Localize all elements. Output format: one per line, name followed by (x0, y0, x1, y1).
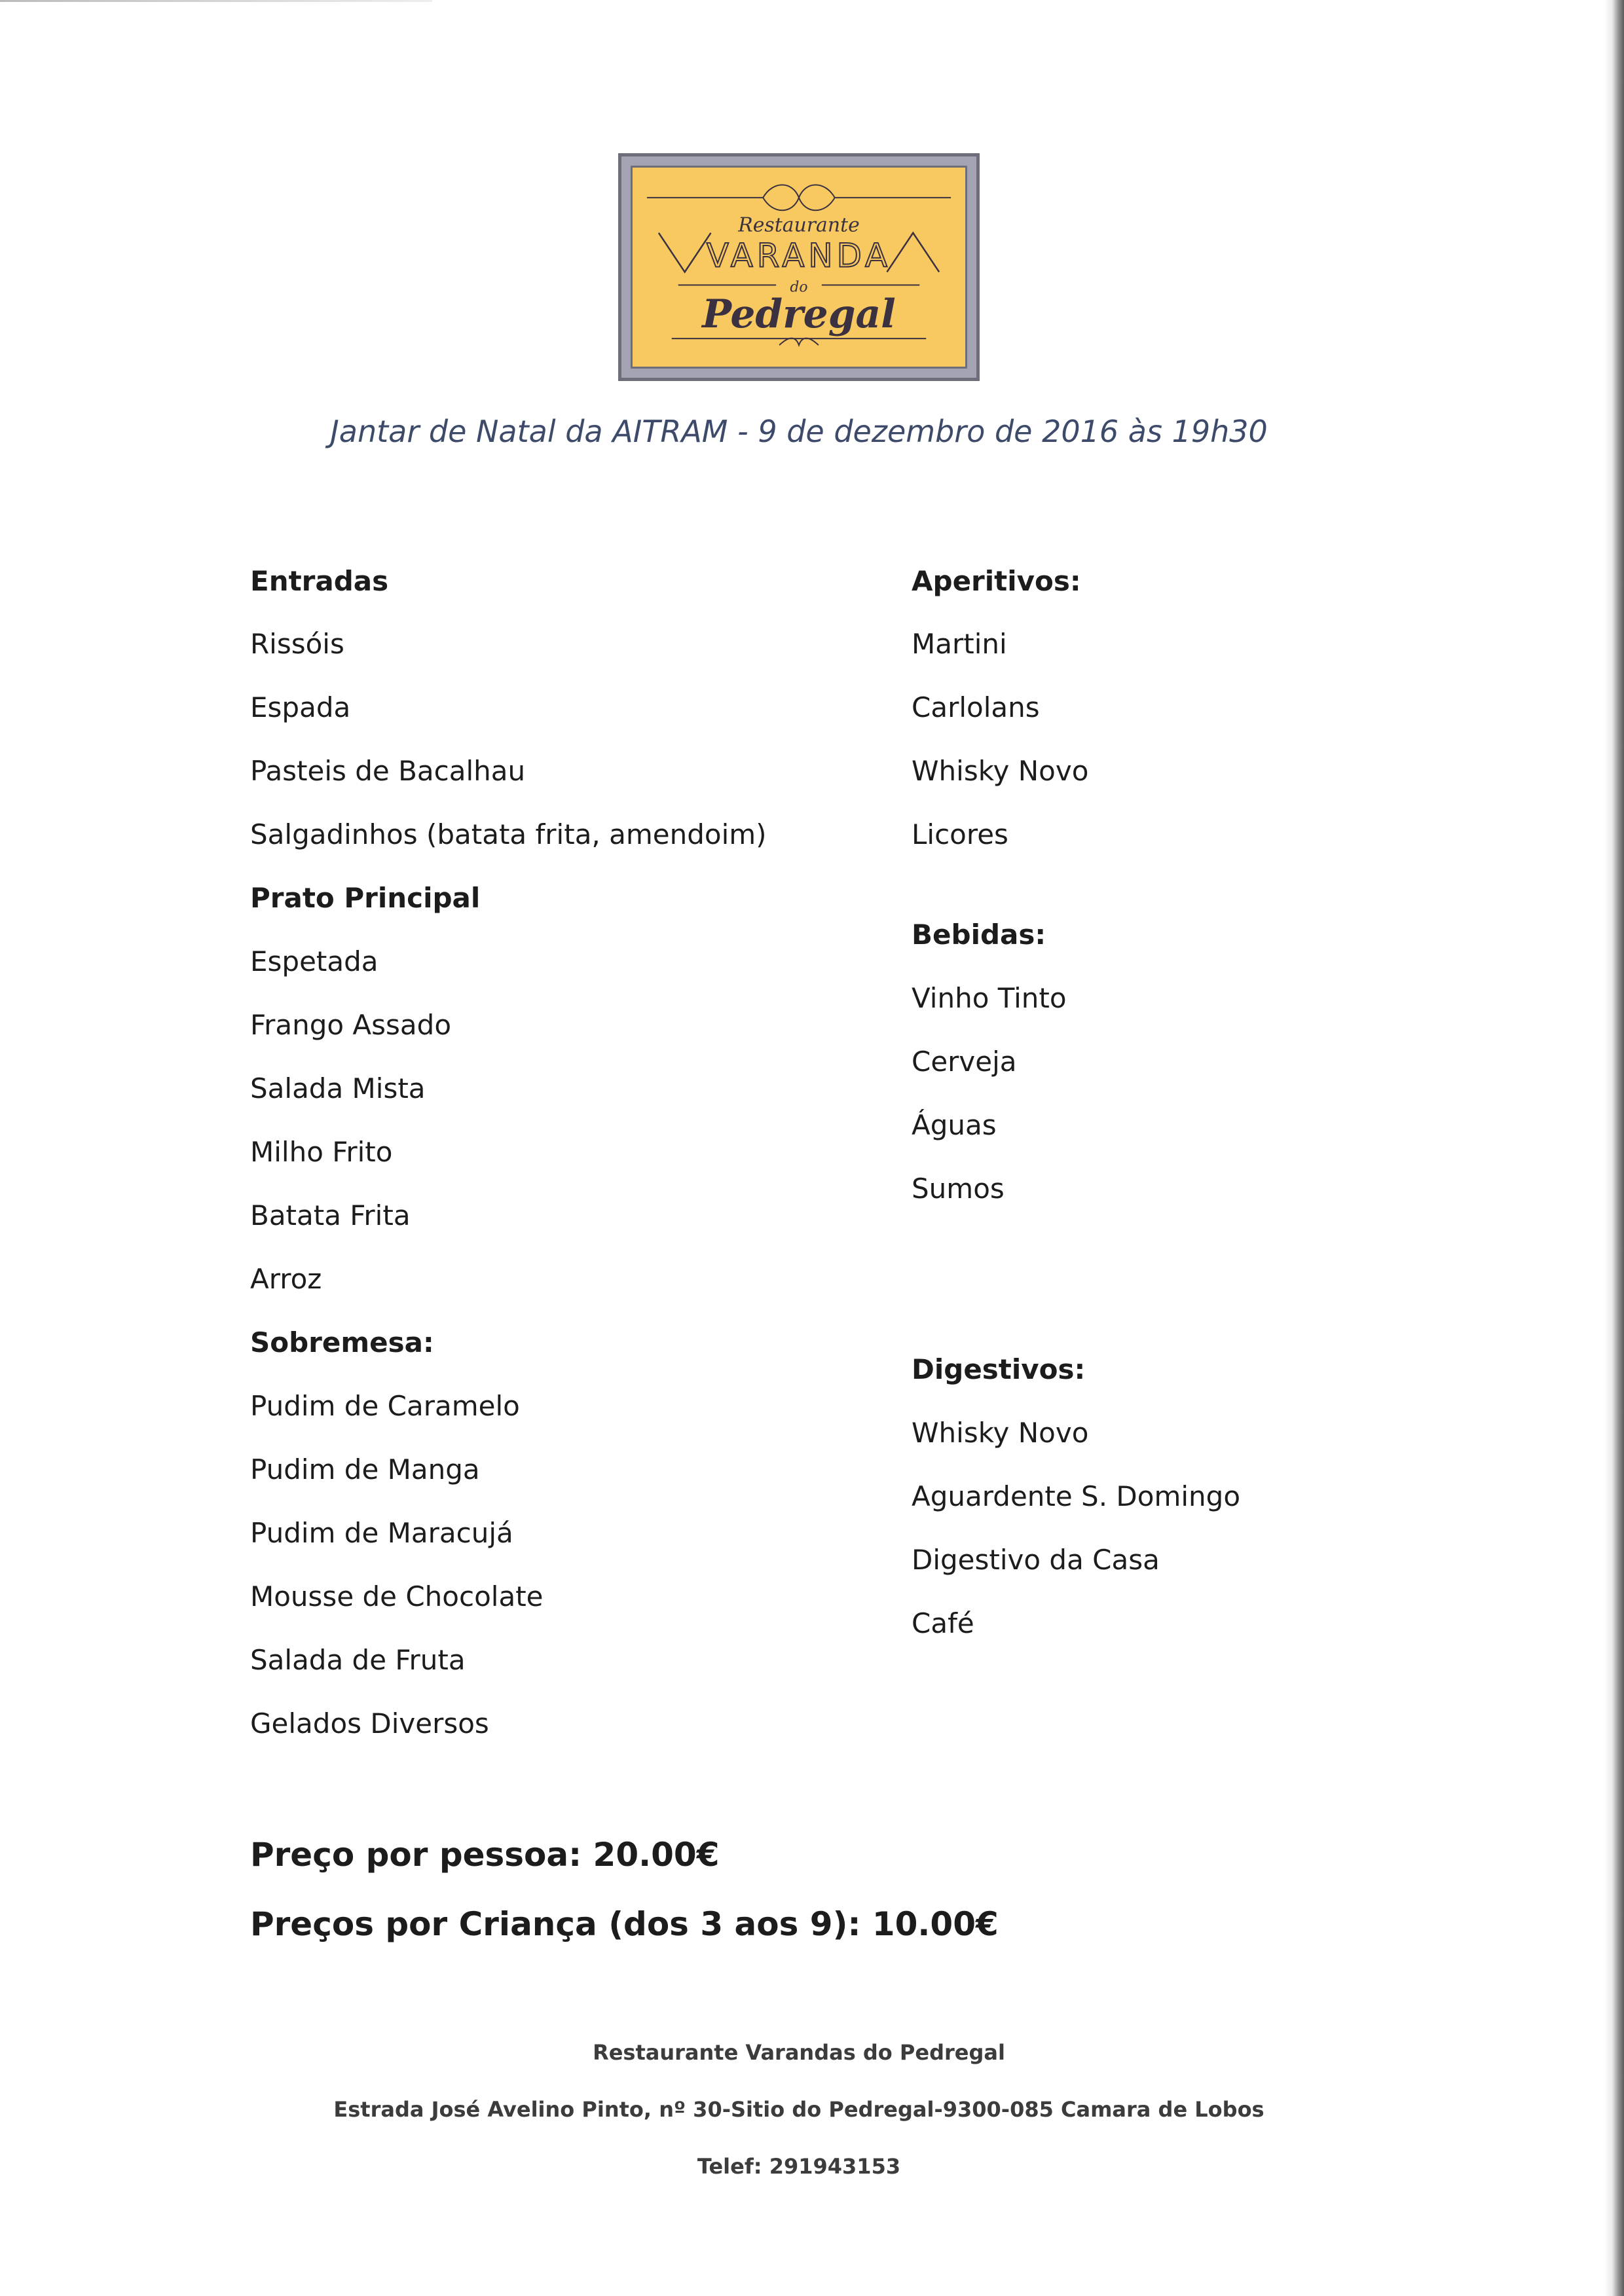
footer-restaurant-name: Restaurante Varandas do Pedregal (593, 2040, 1005, 2065)
menu-item: Espetada (250, 945, 378, 977)
menu-item: Martini (912, 628, 1007, 660)
menu-item: Salada Mista (250, 1072, 426, 1104)
menu-item: Batata Frita (250, 1199, 411, 1231)
section-heading-entradas: Entradas (250, 565, 389, 597)
section-heading-prato-principal: Prato Principal (250, 882, 481, 914)
menu-item: Espada (250, 691, 351, 723)
section-heading-aperitivos: Aperitivos: (912, 565, 1081, 597)
menu-item: Café (912, 1607, 974, 1639)
logo-artwork (633, 168, 965, 367)
menu-item: Gelados Diversos (250, 1707, 489, 1740)
menu-item: Mousse de Chocolate (250, 1580, 544, 1613)
logo-text-do: do (790, 279, 808, 296)
price-per-person: Preço por pessoa: 20.00€ (250, 1836, 720, 1874)
logo-text-restaurante: Restaurante (738, 213, 860, 237)
event-title: Jantar de Natal da AITRAM - 9 de dezembro de 2016 às 19h30 (330, 414, 1268, 449)
menu-item: Vinho Tinto (912, 982, 1067, 1014)
menu-item: Whisky Novo (912, 1417, 1089, 1449)
menu-item: Milho Frito (250, 1136, 393, 1168)
logo-text-pedregal: Pedregal (702, 291, 896, 338)
menu-item: Carlolans (912, 691, 1040, 723)
menu-item: Frango Assado (250, 1009, 452, 1041)
menu-item: Pudim de Caramelo (250, 1390, 520, 1422)
menu-item: Salada de Fruta (250, 1644, 466, 1676)
section-heading-bebidas: Bebidas: (912, 919, 1046, 951)
menu-item: Licores (912, 818, 1008, 850)
restaurant-logo (618, 153, 980, 381)
price-per-child: Preços por Criança (dos 3 aos 9): 10.00€ (250, 1905, 999, 1943)
menu-item: Pasteis de Bacalhau (250, 755, 526, 787)
scan-artifact-mark (0, 0, 458, 4)
menu-item: Salgadinhos (batata frita, amendoim) (250, 818, 767, 850)
menu-item: Pudim de Manga (250, 1453, 480, 1485)
menu-item: Sumos (912, 1173, 1005, 1205)
menu-item: Arroz (250, 1263, 322, 1295)
menu-item: Pudim de Maracujá (250, 1517, 513, 1549)
menu-item: Aguardente S. Domingo (912, 1480, 1241, 1512)
footer-address: Estrada José Avelino Pinto, nº 30-Sitio do Pedregal-9300-085 Camara de Lobos (333, 2097, 1264, 2122)
menu-item: Whisky Novo (912, 755, 1089, 787)
menu-item: Águas (912, 1109, 997, 1141)
scan-edge-shadow (1604, 0, 1624, 2296)
menu-item: Digestivo da Casa (912, 1544, 1160, 1576)
menu-item: Rissóis (250, 628, 344, 660)
footer-phone: Telef: 291943153 (697, 2154, 901, 2179)
section-heading-sobremesa: Sobremesa: (250, 1326, 434, 1358)
logo-panel (631, 166, 967, 369)
logo-text-varanda: VARANDA (706, 236, 892, 275)
section-heading-digestivos: Digestivos: (912, 1353, 1086, 1385)
menu-item: Cerveja (912, 1046, 1017, 1078)
